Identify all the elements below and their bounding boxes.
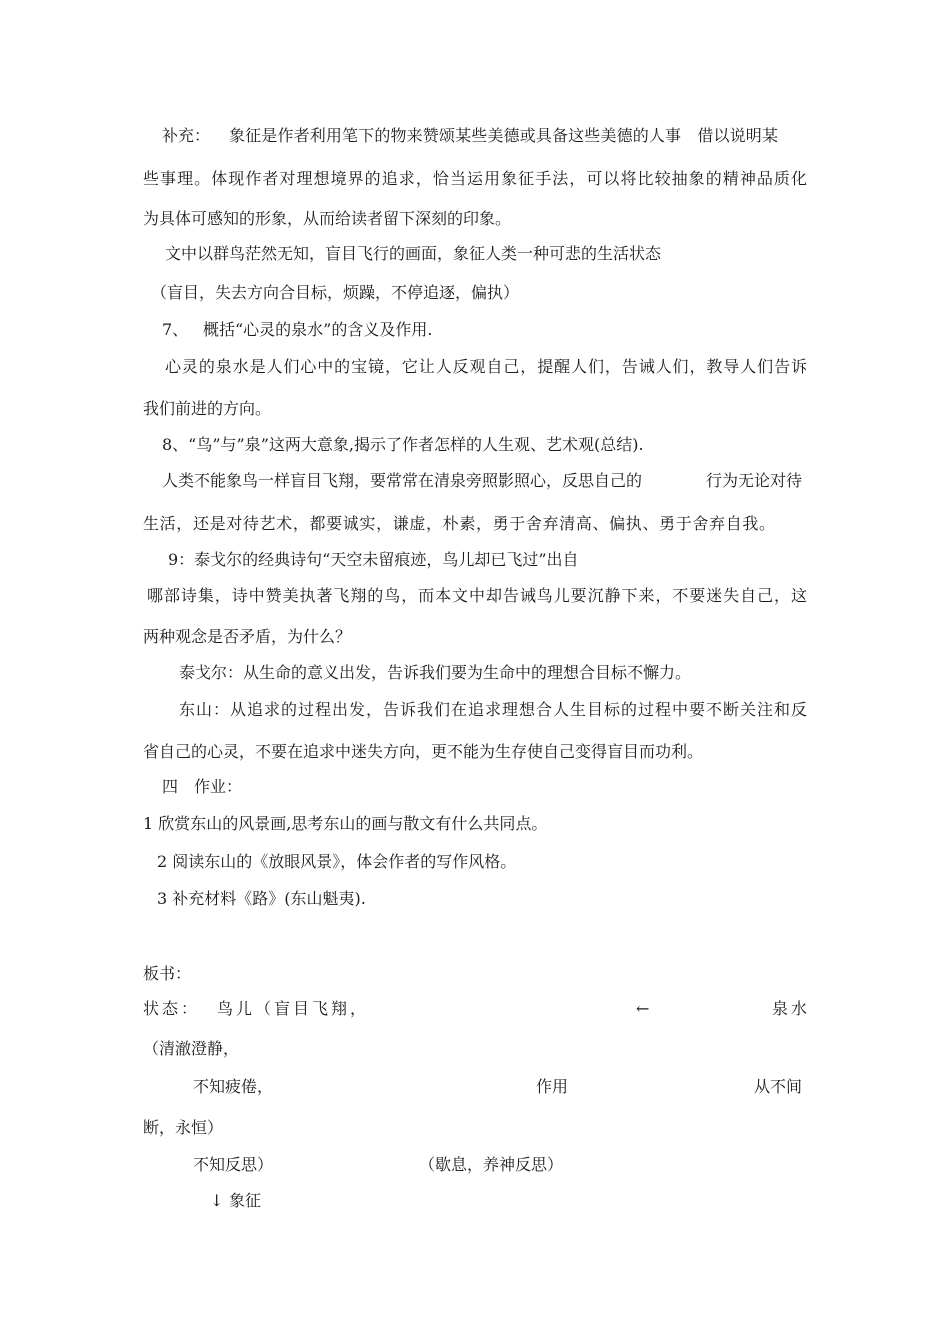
q9-line-1: 9：泰戈尔的经典诗句“天空未留痕迹，鸟儿却已飞过”出自: [168, 550, 579, 569]
board-not-tired: 不知疲倦，: [193, 1077, 274, 1096]
q9-dongshan-answer-line-2: 省自己的心灵，不要在追求中迷失方向，更不能为生存使自己变得盲目而功利。: [143, 742, 704, 761]
supplement-line-2: 些事理。体现作者对理想境界的追求，恰当运用象征手法，可以将比较抽象的精神品质化: [143, 169, 807, 188]
board-continuous-b: 断，永恒）: [143, 1118, 224, 1137]
supplement-line-1: 象征是作者利用笔下的物来赞颂某些美德或具备这些美德的人事 借以说明某: [229, 126, 779, 145]
board-bird: 鸟儿（盲目飞翔，: [217, 999, 370, 1018]
down-arrow-icon: ↓: [210, 1191, 224, 1210]
q7-answer-line-2: 我们前进的方向。: [143, 399, 272, 418]
supplement-line-5: （盲目，失去方向合目标，烦躁，不停追逐，偏执）: [151, 283, 520, 302]
supplement-label: 补充：: [162, 126, 211, 145]
board-rest: （歇息，养神反思）: [419, 1155, 564, 1174]
board-spring: 泉水: [772, 999, 811, 1018]
q9-line-3: 两种观念是否矛盾，为什么？: [143, 627, 352, 646]
board-clear: （清澈澄静，: [143, 1039, 240, 1058]
board-state-label: 状态：: [143, 999, 201, 1018]
q9-line-2: 哪部诗集，诗中赞美执著飞翔的鸟，而本文中却告诫鸟儿要沉静下来，不要迷失自己，这: [147, 586, 807, 605]
q9-dongshan-answer-line-1: 东山：从追求的过程出发，告诉我们在追求理想合人生目标的过程中要不断关注和反: [179, 700, 807, 719]
q7-answer-line-1: 心灵的泉水是人们心中的宝镜，它让人反观自己，提醒人们，告诫人们，教导人们告诉: [165, 357, 807, 376]
left-arrow-icon: ←: [636, 999, 650, 1018]
homework-item-2: 2 阅读东山的《放眼风景》，体会作者的写作风格。: [157, 852, 517, 871]
q7-number: 7、: [162, 320, 189, 339]
q8-question: 8、“鸟”与”泉”这两大意象,揭示了作者怎样的人生观、艺术观(总结).: [162, 435, 644, 454]
homework-item-1: 1 欣赏东山的风景画,思考东山的画与散文有什么共同点。: [143, 814, 548, 833]
board-heading: 板书：: [143, 964, 192, 983]
board-continuous-a: 从不间: [754, 1077, 803, 1096]
homework-heading: 四 作业：: [162, 777, 243, 796]
board-no-reflect: 不知反思）: [193, 1155, 274, 1174]
q7-question: 概括“心灵的泉水”的含义及作用.: [203, 320, 433, 339]
homework-item-3: 3 补充材料《路》(东山魁夷).: [157, 889, 366, 908]
board-effect: 作用: [536, 1077, 569, 1096]
board-symbol: 象征: [229, 1191, 262, 1210]
q9-tagore-answer: 泰戈尔：从生命的意义出发，告诉我们要为生命中的理想合目标不懈力。: [179, 663, 692, 682]
supplement-line-4: 文中以群鸟茫然无知，盲目飞行的画面，象征人类一种可悲的生活状态: [165, 244, 662, 263]
q8-answer-line-2: 生活，还是对待艺术，都要诚实，谦虚，朴素，勇于舍弃清高、偏执、勇于舍弃自我。: [143, 514, 775, 533]
q8-answer-line-1a: 人类不能象鸟一样盲目飞翔，要常常在清泉旁照影照心，反思自己的: [162, 471, 643, 490]
supplement-line-3: 为具体可感知的形象，从而给读者留下深刻的印象。: [143, 209, 512, 228]
q8-answer-line-1b: 行为无论对待: [706, 471, 803, 490]
